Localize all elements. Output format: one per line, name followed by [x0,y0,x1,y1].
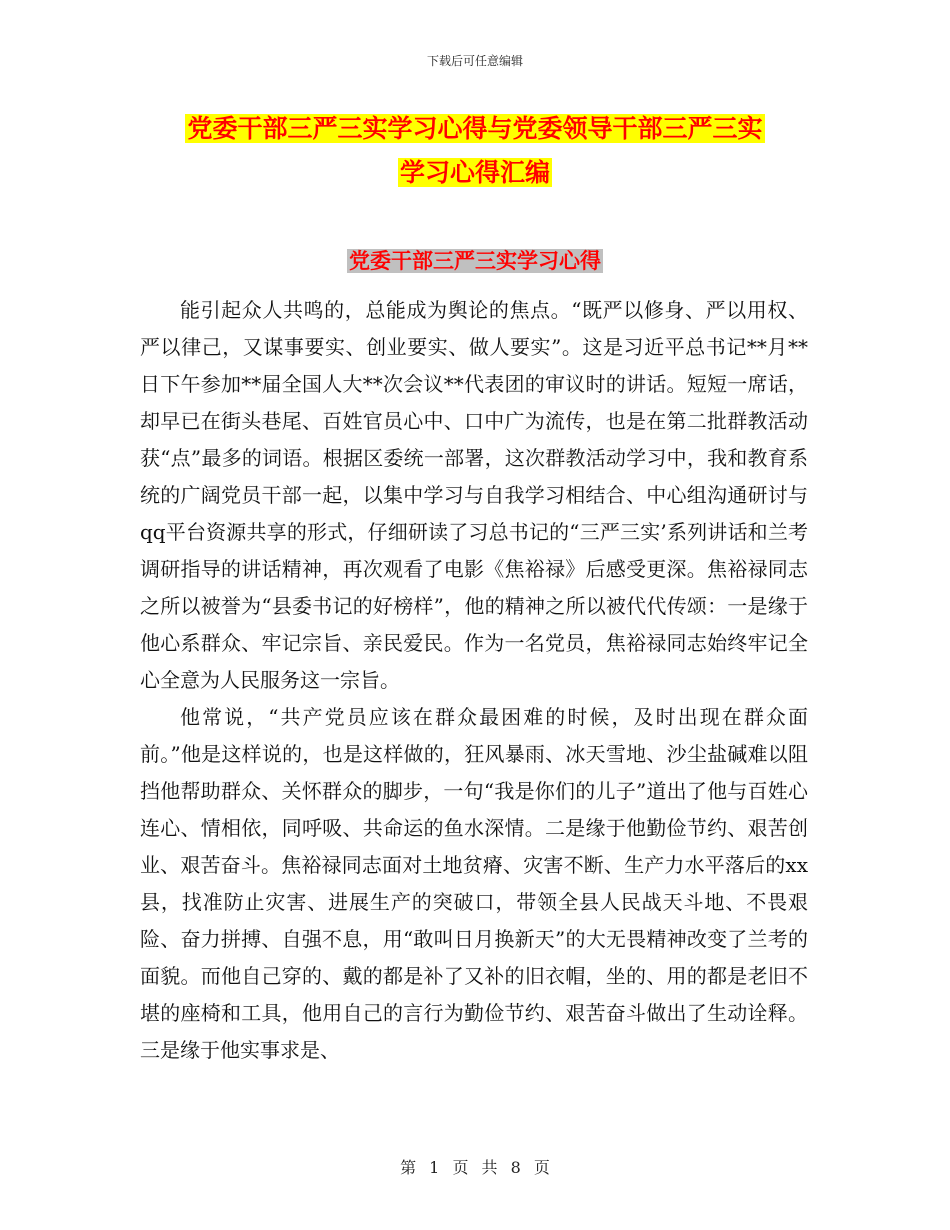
document-title-line-1 [0,112,950,146]
page-footer: 第 1 页 共 8 页 [400,1158,550,1177]
paragraph: 他常说，“共产党员应该在群众最困难的时候，及时出现在群众面前。”他是这样说的，也是这样做的，狂风暴雨、冰天雪地、沙尘盐碱难以阻挡他帮助群众、关怀群众的脚步，一句“我是你们的儿子”道出了他与百姓心连心、情相依，同呼吸、共命运的鱼水深情。二是缘于他勤俭节约、艰苦创业、艰苦奋斗。焦裕禄同志面对土地贫瘠、灾害不断、生产力水平落后的xx县，找准防止灾害、进展生产的突破口，带领全县人民战天斗地、不畏艰险、奋力拼搏、自强不息，用“敢叫日月换新天”的大无畏精神改变了兰考的面貌。而他自己穿的、戴的都是补了又补的旧衣帽，坐的、用的都是老旧不堪的座椅和工具，他用自己的言行为勤俭节约、艰苦奋斗做出了生动诠释。三是缘于他实事求是、 [140,705,808,1062]
body-text [140,292,808,1069]
paragraph: 能引起众人共鸣的，总能成为舆论的焦点。“既严以修身、严以用权、严以律己，又谋事要实、创业要实、做人要实”。这是习近平总书记**月**日下午参加**届全国人大**次会议**代表团的审议时的讲话。短短一席话，却早已在街头巷尾、百姓官员心中、口中广为流传，也是在第二批群教活动获“点”最多的词语。根据区委统一部署，这次群教活动学习中，我和教育系统的广阔党员干部一起，以集中学习与自我学习相结合、中心组沟通研讨与qq平台资源共享的形式，仔细研读了习总书记的“三严三实’系列讲话和兰考调研指导的讲话精神，再次观看了电影《焦裕禄》后感受更深。焦裕禄同志之所以被誉为“县委书记的好榜样”，他的精神之所以被代代传颂：一是缘于他心系群众、牢记宗旨、亲民爱民。作为一名党员，焦裕禄同志始终牢记全心全意为人民服务这一宗旨。 [140,298,808,692]
section-heading-text: 党委干部三严三实学习心得 [349,249,601,273]
document-title-line-2 [0,156,950,190]
title-line-1-text: 党委干部三严三实学习心得与党委领导干部三严三实 [187,114,763,143]
title-line-2-text: 学习心得汇编 [399,158,550,187]
section-heading [0,246,950,276]
header-note: 下载后可任意编辑 [426,54,523,68]
